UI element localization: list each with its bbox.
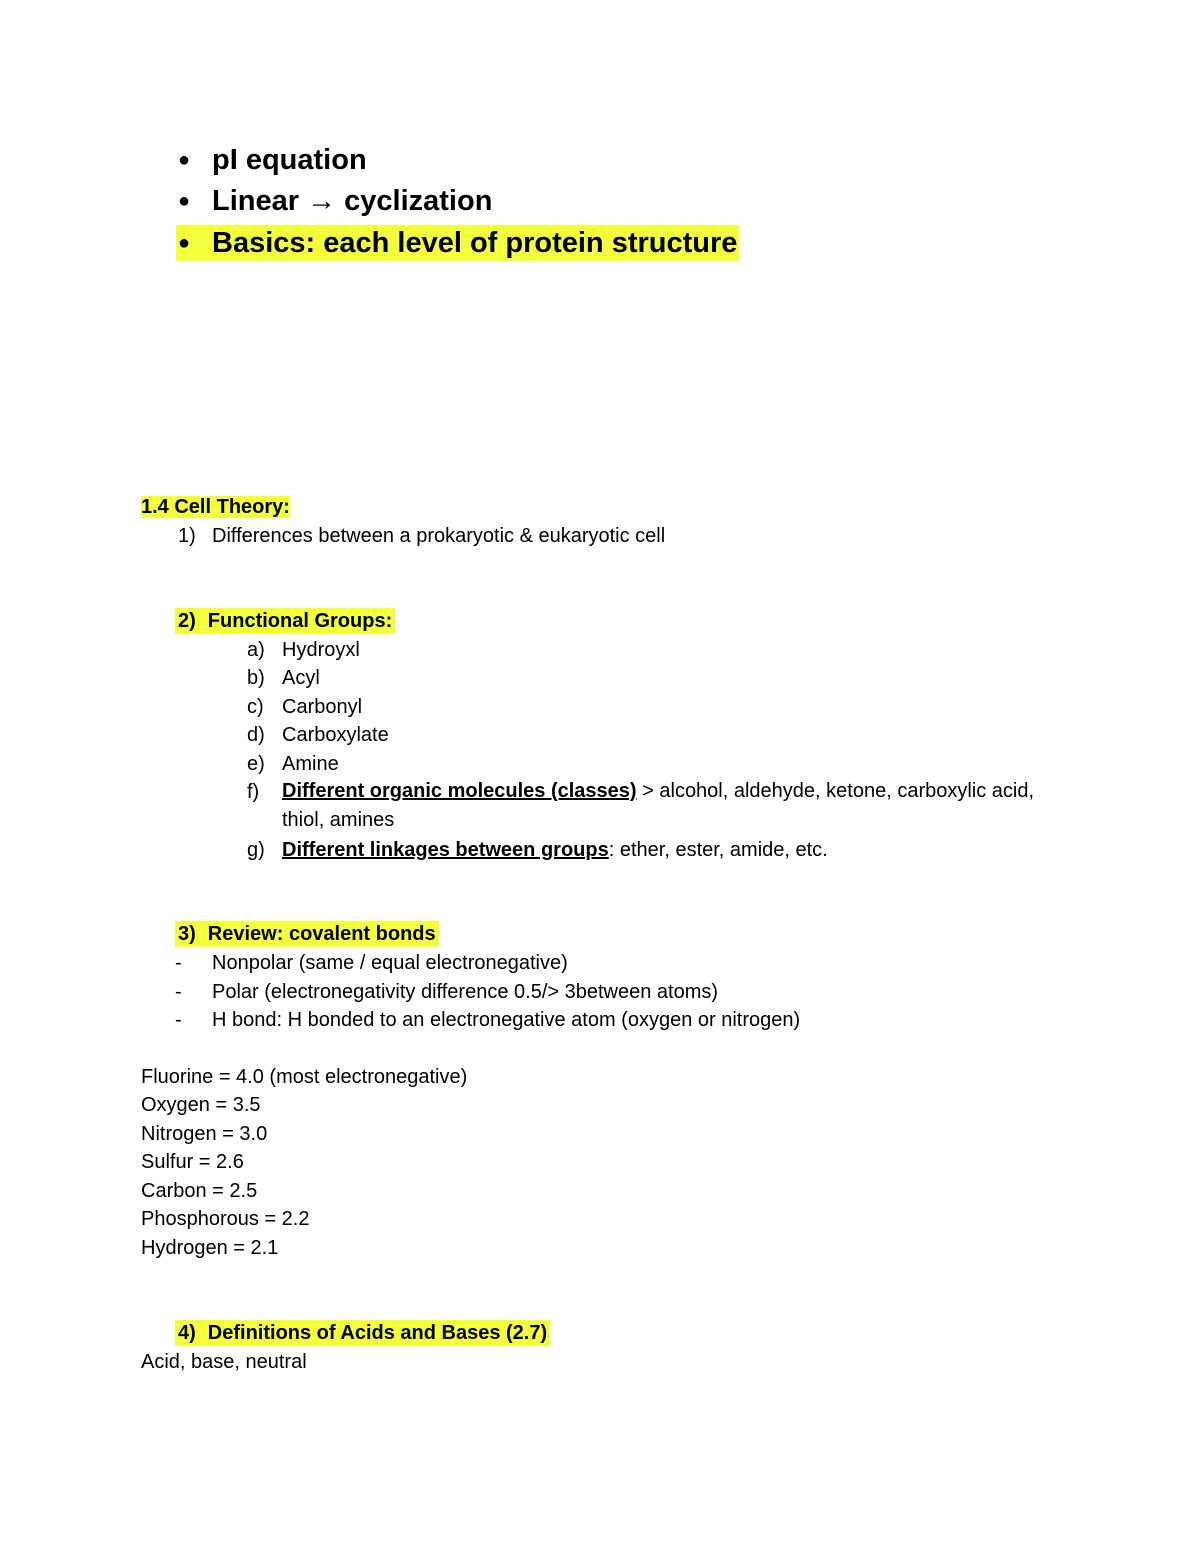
list-marker: g) — [247, 839, 265, 861]
list-marker: f) — [247, 781, 260, 803]
list-item: Polar (electronegativity difference 0.5/> 3between atoms) — [212, 981, 719, 1003]
list-item: Carbonyl — [282, 696, 363, 718]
acids-bases-heading: 4) Definitions of Acids and Bases (2.7) — [175, 1320, 550, 1346]
dash-marker: - — [175, 981, 182, 1003]
electronegativity-line: Sulfur = 2.6 — [141, 1151, 244, 1173]
electronegativity-line: Fluorine = 4.0 (most electronegative) — [141, 1066, 468, 1088]
organic-molecules-detail: > alcohol, aldehyde, ketone, carboxylic acid, thiol, amines — [282, 780, 1035, 831]
bullet-linear-cyclization — [178, 183, 492, 219]
bullet-icon: ● — [178, 232, 191, 254]
dash-marker: - — [175, 952, 182, 974]
list-item: H bond: H bonded to an electronegative atom (oxygen or nitrogen) — [212, 1009, 801, 1031]
list-marker: a) — [247, 639, 265, 661]
electronegativity-line: Nitrogen = 3.0 — [141, 1123, 268, 1145]
acids-bases-text: Acid, base, neutral — [141, 1351, 307, 1373]
functional-groups-heading: 2) Functional Groups: — [175, 608, 395, 634]
list-marker: e) — [247, 753, 265, 775]
bullet-icon: ● — [178, 190, 191, 212]
linkages-detail: : ether, ester, amide, etc. — [608, 839, 828, 861]
list-item: Acyl — [282, 667, 320, 689]
list-marker: b) — [247, 667, 265, 689]
list-item: Nonpolar (same / equal electronegative) — [212, 952, 568, 974]
electronegativity-line: Phosphorous = 2.2 — [141, 1208, 310, 1230]
list-item: Carboxylate — [282, 724, 389, 746]
list-item: Differences between a prokaryotic & eukaryotic cell — [212, 525, 666, 547]
organic-molecules-term: Different organic molecules (classes) — [282, 780, 637, 802]
linkages-term: Different linkages between groups — [282, 839, 609, 861]
electronegativity-line: Oxygen = 3.5 — [141, 1094, 261, 1116]
electronegativity-line: Carbon = 2.5 — [141, 1180, 258, 1202]
bullet-pi-equation — [178, 142, 367, 178]
dash-marker: - — [175, 1009, 182, 1031]
bullet-text: Basics: each level of protein structure — [212, 227, 738, 259]
list-marker: c) — [247, 696, 264, 718]
bullet-text: Linear → cyclization — [212, 185, 493, 217]
electronegativity-line: Hydrogen = 2.1 — [141, 1237, 279, 1259]
bullet-protein-structure — [176, 225, 739, 261]
list-item: Amine — [282, 753, 339, 775]
list-item-linkages — [282, 837, 828, 863]
list-marker: 1) — [178, 525, 196, 547]
cell-theory-heading: 1.4 Cell Theory: — [141, 496, 290, 518]
list-item-organic-molecules — [282, 777, 1052, 834]
list-marker: d) — [247, 724, 265, 746]
list-item: Hydroyxl — [282, 639, 360, 661]
bullet-icon: ● — [178, 149, 191, 171]
covalent-bonds-heading: 3) Review: covalent bonds — [175, 921, 439, 947]
bullet-text: pI equation — [212, 144, 367, 176]
